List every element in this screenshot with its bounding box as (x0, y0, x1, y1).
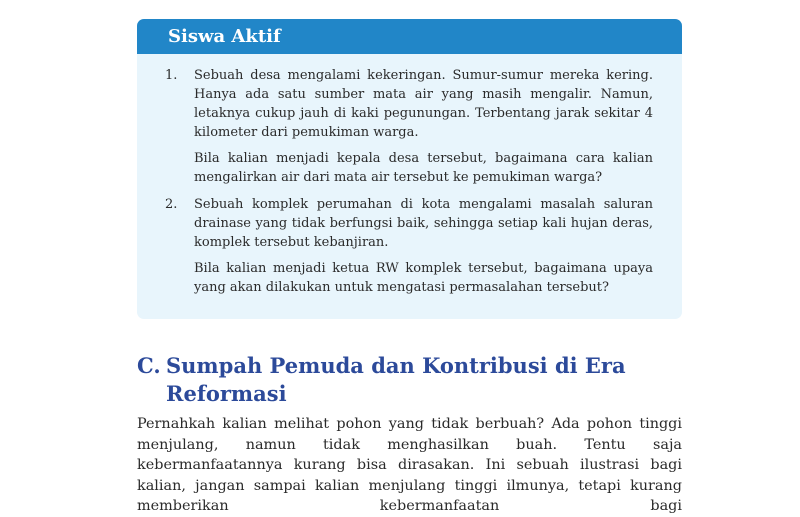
list-item (165, 66, 653, 194)
box-title: Siswa Aktif (137, 19, 682, 54)
item-text (194, 195, 653, 304)
item-paragraph: Sebuah desa mengalami kekeringan. Sumur-sumur mereka kering. Hanya ada satu sumber mata air yang masih mengalir. Namun, letaknya cukup jauh di kaki pegunungan. Terbentang jarak sekitar 4 kilometer dari pemukiman warga. (194, 68, 653, 140)
section-letter: C. (137, 353, 161, 378)
item-number: 2. (165, 197, 178, 212)
section-title: Sumpah Pemuda dan Kontribusi di Era Reformasi (166, 353, 626, 406)
item-question: Bila kalian menjadi kepala desa tersebut, bagaimana cara kalian mengalirkan air dari mata air tersebut ke pemukiman warga? (194, 151, 653, 185)
item-question: Bila kalian menjadi ketua RW komplek tersebut, bagaimana upaya yang akan dilakukan untuk mengatasi permasalahan tersebut? (194, 261, 653, 295)
item-text (194, 66, 653, 194)
body-paragraph: Pernahkah kalian melihat pohon yang tidak berbuah? Ada pohon tinggi menjulang, namun tidak menghasilkan buah. Tentu saja kebermanfaatannya kurang bisa dirasakan. Ini sebuah ilustrasi bagi kalian, jangan sampai kalian menjulang tinggi ilmunya, tetapi kurang memberikan kebermanfaatan bagi (137, 416, 682, 514)
box-body (137, 54, 682, 304)
section-heading (137, 352, 697, 408)
siswa-aktif-box (137, 19, 682, 319)
item-number: 1. (165, 68, 178, 83)
item-paragraph: Sebuah komplek perumahan di kota mengalami masalah saluran drainase yang tidak berfungsi baik, sehingga setiap kali hujan deras, komplek tersebut kebanjiran. (194, 197, 653, 250)
list-item (165, 195, 653, 304)
